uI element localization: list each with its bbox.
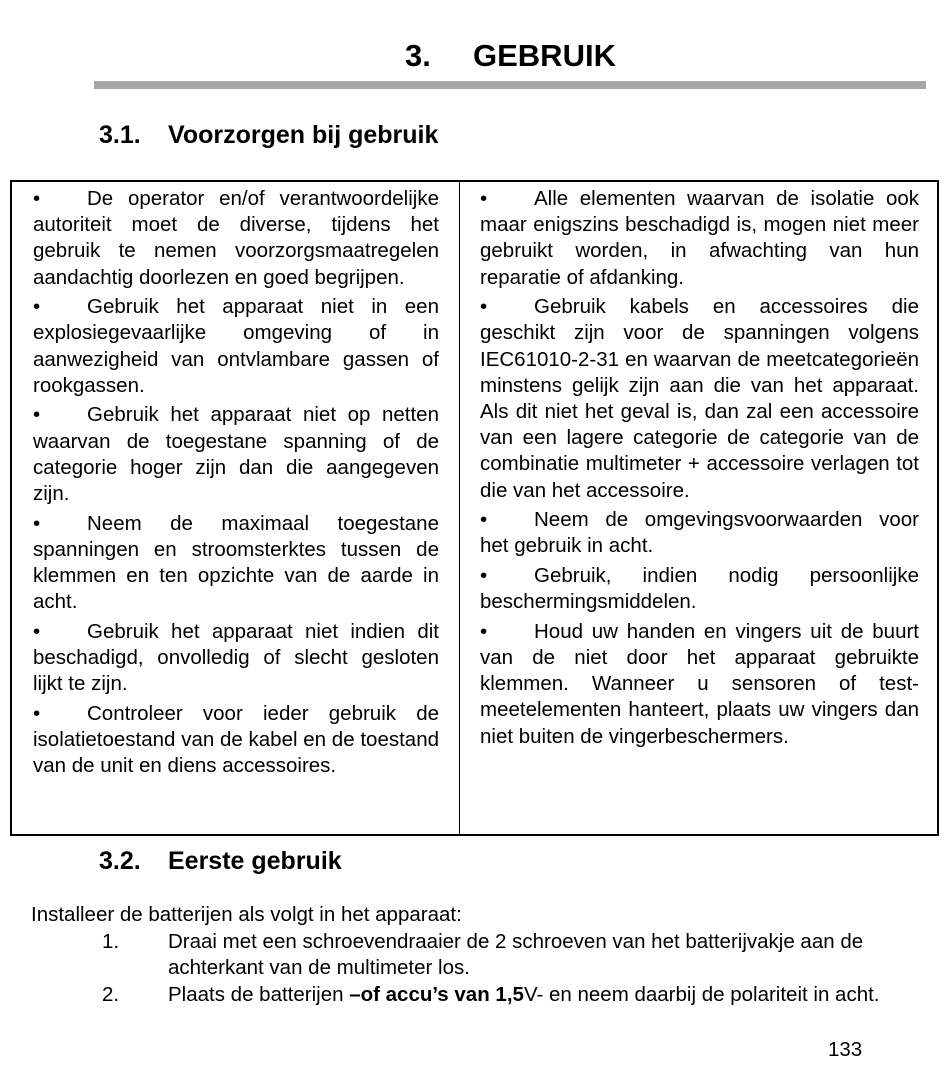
precaution-item: • Neem de maximaal toegestane spanningen en stroomsterktes tussen de klemmen en ten opzichte van de aarde in acht.	[33, 511, 439, 614]
precaution-item: • Controleer voor ieder gebruik de isolatietoestand van de kabel en de toestand van de unit en diens accessoires.	[33, 701, 439, 778]
chapter-divider	[94, 81, 926, 89]
bullet-icon: •	[480, 187, 488, 210]
precautions-table	[10, 180, 939, 836]
bullet-icon: •	[33, 619, 41, 643]
section-heading-precautions	[99, 121, 438, 150]
install-intro: Installeer de batterijen als volgt in het apparaat:	[31, 903, 462, 926]
chapter-number: 3.	[405, 38, 431, 73]
install-step	[102, 929, 922, 981]
precaution-item: • De operator en/of verantwoordelijke autoriteit moet de diverse, tijdens het gebruik te nemen voorzorgsmaatregelen aandachtig doorlezen en goed begrijpen.	[33, 187, 439, 289]
precaution-item: • Gebruik het apparaat niet op netten waarvan de toegestane spanning of de categorie hoger zijn dan die aangegeven zijn.	[33, 403, 439, 506]
section-title: Voorzorgen bij gebruik	[168, 121, 439, 149]
bullet-icon: •	[33, 511, 41, 535]
precaution-item: • Gebruik kabels en accessoires die geschikt zijn voor de spanningen volgens IEC61010-2-31 en waarvan de meetcategorieën minstens gelijk zijn aan die van het apparaat. Als dit niet het geval is, dan zal een accessoire van een lagere categorie de categorie van de combinatie multimeter + accessoire verlagen tot die van het accessoire.	[480, 295, 919, 502]
precaution-item: • Gebruik, indien nodig persoonlijke beschermingsmiddelen.	[480, 564, 919, 614]
section-title: Eerste gebruik	[168, 847, 342, 875]
bullet-icon: •	[33, 295, 41, 319]
bullet-icon: •	[480, 564, 488, 588]
bullet-icon: •	[33, 403, 41, 427]
precaution-item: • Alle elementen waarvan de isolatie ook maar enigszins beschadigd is, mogen niet meer gebruikt worden, in afwachting van hun reparatie of afdanking.	[480, 187, 919, 289]
step-number: 1.	[102, 930, 120, 953]
install-step	[102, 982, 922, 1008]
step-text: Plaats de batterijen –of accu’s van 1,5V- en neem daarbij de polariteit in acht.	[168, 983, 880, 1006]
chapter-heading	[405, 38, 616, 74]
precaution-item: • Gebruik het apparaat niet in een explosiegevaarlijke omgeving of in aanwezigheid van ontvlambare gassen of rookgassen.	[33, 295, 439, 397]
chapter-title: GEBRUIK	[473, 38, 616, 73]
precautions-right-column	[460, 182, 937, 834]
step-text: Draai met een schroevendraaier de 2 schroeven van het batterijvakje aan de achterkant van de multimeter los.	[168, 930, 864, 980]
page-number: 133	[828, 1038, 863, 1061]
bullet-icon: •	[480, 295, 488, 319]
precaution-item: • Houd uw handen en vingers uit de buurt van de niet door het apparaat gebruikte klemmen. Wanneer u sensoren of test-meetelementen hanteert, plaats uw vingers dan niet buiten de vingerbeschermers.	[480, 619, 919, 748]
precaution-item: • Neem de omgevingsvoorwaarden voor het gebruik in acht.	[480, 508, 919, 558]
section-number: 3.2.	[99, 847, 141, 875]
bullet-icon: •	[480, 619, 488, 643]
bullet-icon: •	[33, 701, 41, 725]
battery-type-emphasis: –of accu’s van 1,5	[349, 983, 524, 1006]
precautions-left-column	[12, 182, 460, 834]
step-number: 2.	[102, 983, 120, 1006]
section-heading-first-use	[99, 847, 342, 876]
section-number: 3.1.	[99, 121, 141, 149]
precaution-item: • Gebruik het apparaat niet indien dit beschadigd, onvolledig of slecht gesloten lijkt te zijn.	[33, 619, 439, 696]
bullet-icon: •	[33, 187, 41, 210]
bullet-icon: •	[480, 508, 488, 532]
